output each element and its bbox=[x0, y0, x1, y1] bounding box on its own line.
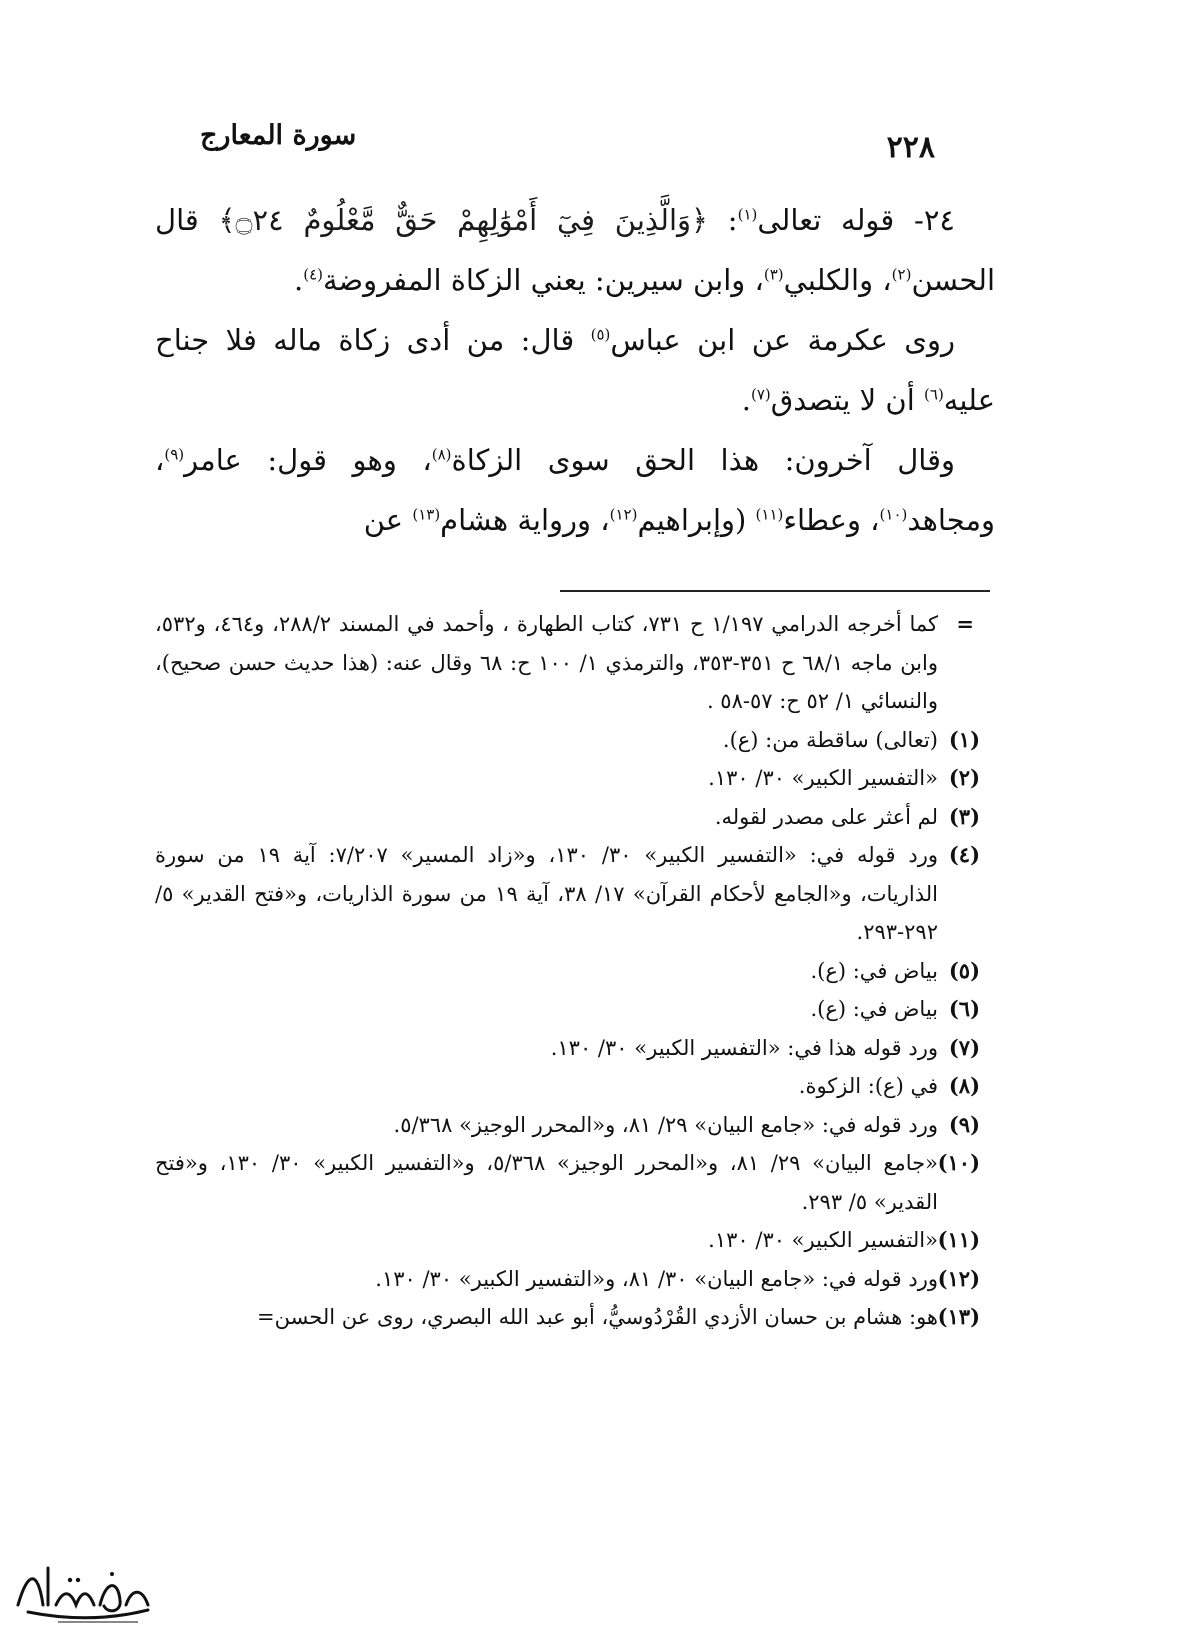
text-fragment: قال: من أدى زكاة ماله فلا جناح عليه bbox=[155, 323, 995, 417]
calligraphy-seal-logo bbox=[8, 1550, 158, 1630]
footnote-divider bbox=[560, 590, 990, 592]
page-header bbox=[200, 120, 935, 170]
footnote-text: ورد قوله هذا في: «التفسير الكبير» ٣٠/ ١٣٠. bbox=[550, 1035, 938, 1060]
text-fragment: (وإبراهيم bbox=[637, 503, 756, 537]
footnote-item bbox=[155, 1144, 980, 1221]
footnote-text: (تعالى) ساقطة من: (ع). bbox=[722, 727, 938, 752]
footnote-ref: (١١) bbox=[755, 505, 784, 524]
text-fragment: روى عكرمة عن ابن عباس bbox=[610, 323, 955, 357]
footnote-number: (١٠) bbox=[937, 1150, 980, 1175]
footnote-item bbox=[155, 952, 980, 991]
footnote-text: ورد قوله في: «التفسير الكبير» ٣٠/ ١٣٠، و«زاد المسير» ٧/٢٠٧: آية ١٩ من سورة الذاريات، و«الجامع لأحكام القرآن» ١٧/ ٣٨، آية ١٩ من سورة الذاريات، و«فتح القدير» ٥/ ٢٩٢-٢٩٣. bbox=[155, 843, 938, 944]
footnote-number: (٩) bbox=[948, 1111, 980, 1137]
text-fragment: ، وابن سيرين: يعني الزكاة المفروضة bbox=[323, 263, 764, 297]
footnote-ref: (٩) bbox=[164, 445, 185, 464]
footnote-item bbox=[155, 1221, 980, 1260]
footnote-item bbox=[155, 1260, 980, 1299]
paragraph-ikrima bbox=[155, 310, 995, 430]
footnote-text: بياض في: (ع). bbox=[810, 958, 938, 983]
footnote-ref: (١٢) bbox=[609, 505, 638, 524]
text-fragment: عن bbox=[363, 503, 413, 537]
footnote-text: «جامع البيان» ٢٩/ ٨١، و«المحرر الوجيز» ٥/٣٦٨، و«التفسير الكبير» ٣٠/ ١٣٠، و«فتح القدير» ٥/ ٢٩٣. bbox=[155, 1151, 938, 1214]
footnote-number: (٣) bbox=[948, 803, 980, 829]
footnote-ref: (١٣) bbox=[412, 505, 441, 524]
footnote-item bbox=[155, 1106, 980, 1145]
footnote-number: (٤) bbox=[948, 842, 980, 867]
footnote-item bbox=[155, 1298, 980, 1337]
quran-verse: ﴿وَالَّذِينَ فِيٓ أَمْوَٰلِهِمْ حَقٌّ مَّعْلُومٌ ۝٢٤﴾ bbox=[218, 203, 709, 237]
text-fragment: . bbox=[741, 383, 751, 417]
continuation-marker: = bbox=[956, 611, 974, 636]
footnote-ref: (١) bbox=[737, 205, 758, 224]
page-number: ٢٢٨ bbox=[886, 130, 935, 165]
footnote-ref: (١٠) bbox=[879, 505, 908, 524]
footnote-text: ورد قوله في: «جامع البيان» ٣٠/ ٨١، و«التفسير الكبير» ٣٠/ ١٣٠. bbox=[375, 1266, 938, 1291]
footnote-text: هو: هشام بن حسان الأزدي القُرْدُوسيُّ، أبو عبد الله البصري، روى عن الحسن= bbox=[256, 1305, 938, 1329]
running-title: سورة المعارج bbox=[200, 120, 357, 151]
text-fragment: أن لا يتصدق bbox=[770, 383, 925, 417]
text-fragment: ، وعطاء bbox=[783, 503, 880, 537]
verse-intro: ٢٤- قوله تعالى bbox=[757, 203, 955, 237]
footnote-item bbox=[155, 721, 980, 760]
footnote-number: (٢) bbox=[948, 765, 980, 790]
text-fragment: ، ورواية هشام bbox=[440, 503, 610, 537]
footnote-ref: (٨) bbox=[431, 445, 452, 464]
footnote-item bbox=[155, 798, 980, 837]
footnote-number: (٨) bbox=[948, 1073, 980, 1098]
footnote-item bbox=[155, 759, 980, 798]
footnotes bbox=[155, 605, 980, 1337]
footnote-text: «التفسير الكبير» ٣٠/ ١٣٠. bbox=[708, 766, 938, 790]
footnote-item bbox=[155, 1067, 980, 1106]
main-text bbox=[155, 190, 995, 550]
footnote-text: لم أعثر على مصدر لقوله. bbox=[714, 804, 938, 829]
footnote-number: (٦) bbox=[948, 996, 980, 1021]
footnote-number: (٥) bbox=[948, 957, 980, 983]
text-fragment: قال الحسن bbox=[155, 203, 995, 297]
text-fragment: ، وهو قول: عامر bbox=[184, 443, 432, 477]
footnote-ref: (٥) bbox=[590, 325, 611, 344]
footnote-item bbox=[155, 836, 980, 952]
footnote-text: في (ع): الزكوة. bbox=[798, 1074, 938, 1098]
footnote-ref: (٣) bbox=[763, 265, 784, 284]
footnote-text: ورد قوله في: «جامع البيان» ٢٩/ ٨١، و«المحرر الوجيز» ٥/٣٦٨. bbox=[393, 1112, 938, 1137]
footnote-text: كما أخرجه الدرامي ١/١٩٧ ح ٧٣١، كتاب الطهارة ، وأحمد في المسند ٢٨٨/٢، و٤٦٤، و٥٣٢، وابن ماجه ٦٨/١ ح ٣٥١-٣٥٣، والترمذي ١/ ١٠٠ ح: ٦٨ وقال عنه: (هذا حديث حسن صحيح)، والنسائي ١/ ٥٢ ح: ٥٧-٥٨ . bbox=[155, 612, 938, 713]
footnote-item bbox=[155, 1029, 980, 1068]
text-fragment: . bbox=[294, 263, 304, 297]
footnote-ref: (٧) bbox=[750, 385, 771, 404]
footnote-ref: (٦) bbox=[924, 385, 944, 404]
footnote-number: (١١) bbox=[937, 1227, 980, 1252]
paragraph-verse-24 bbox=[155, 190, 995, 310]
footnote-continuation bbox=[155, 605, 980, 721]
footnote-number: (١٣) bbox=[937, 1304, 980, 1329]
text-fragment: ، ومجاهد bbox=[155, 443, 995, 537]
footnote-number: (١) bbox=[948, 726, 980, 752]
footnote-item bbox=[155, 990, 980, 1029]
text-fragment: : bbox=[708, 203, 738, 237]
footnote-ref: (٢) bbox=[891, 265, 912, 284]
paragraph-others bbox=[155, 430, 995, 550]
footnote-text: «التفسير الكبير» ٣٠/ ١٣٠. bbox=[708, 1228, 938, 1252]
text-fragment: وقال آخرون: هذا الحق سوى الزكاة bbox=[451, 443, 955, 477]
text-fragment: ، والكلبي bbox=[783, 263, 892, 297]
footnote-ref: (٤) bbox=[303, 265, 323, 284]
footnote-text: بياض في: (ع). bbox=[810, 997, 938, 1021]
footnote-number: (١٢) bbox=[937, 1265, 980, 1291]
footnote-number: (٧) bbox=[948, 1034, 980, 1060]
